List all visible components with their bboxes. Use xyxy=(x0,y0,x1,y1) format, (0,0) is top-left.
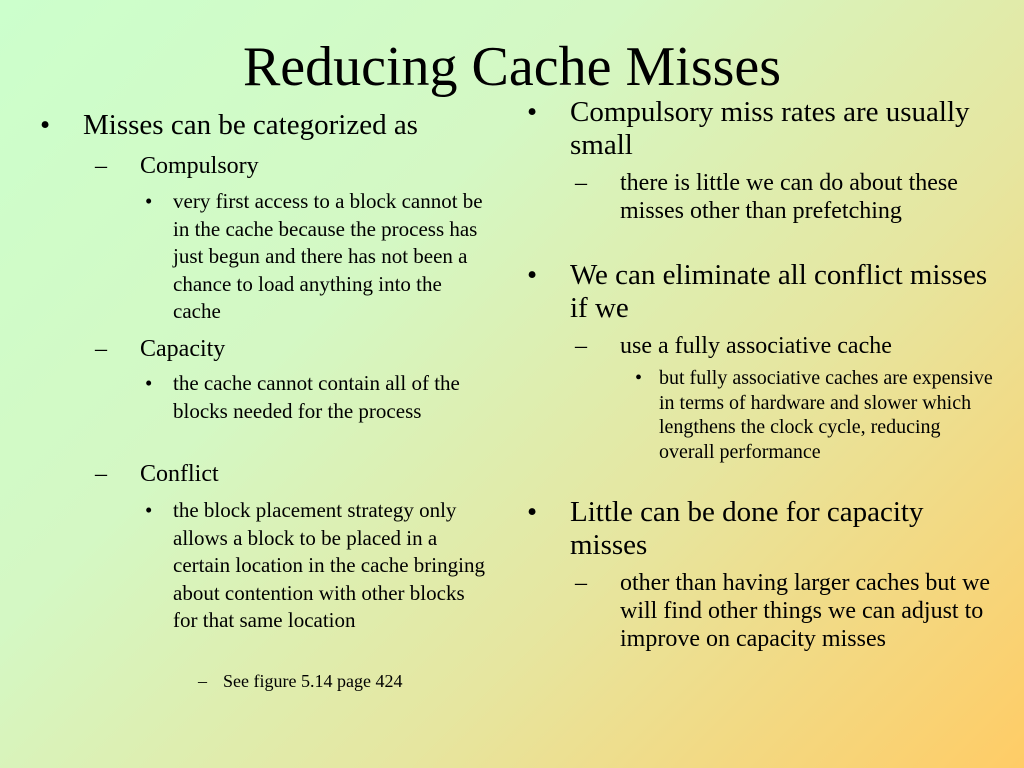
bullet-text: We can eliminate all conflict misses if we xyxy=(570,259,988,324)
bullet-text: Misses can be categorized as xyxy=(83,109,418,141)
bullet-marker: • xyxy=(527,96,538,128)
bullet-compulsory-rates xyxy=(527,96,997,162)
bullet-text: Little can be done for capacity misses xyxy=(570,496,924,561)
bullet-capacity-misses xyxy=(527,496,997,562)
bullet-text: Compulsory miss rates are usually small xyxy=(570,96,970,161)
bullet-marker: • xyxy=(145,189,153,213)
sub-bullet-text: there is little we can do about these misses other than prefetching xyxy=(620,170,958,224)
bullet-marker: • xyxy=(145,498,153,522)
detail-text: the cache cannot contain all of the blocks needed for the process xyxy=(173,371,460,423)
dash-marker: – xyxy=(575,570,587,596)
sub-bullet-text: Conflict xyxy=(140,461,219,487)
detail-fully-associative xyxy=(635,366,995,464)
dash-marker: – xyxy=(575,170,587,196)
see-figure-text: See figure 5.14 page 424 xyxy=(223,671,403,691)
bullet-marker: • xyxy=(635,367,643,389)
sub-bullet-conflict xyxy=(95,460,510,488)
dash-marker: – xyxy=(575,333,587,359)
sub-bullet-text: other than having larger caches but we will find other things we can adjust to improve on capacity misses xyxy=(620,570,991,652)
dash-marker: – xyxy=(95,153,107,179)
sub-bullet-capacity xyxy=(95,335,510,363)
slide-title: Reducing Cache Misses xyxy=(242,36,782,98)
dash-marker: – xyxy=(95,461,107,487)
sub-bullet-text: Compulsory xyxy=(140,153,259,179)
bullet-misses-categorized xyxy=(40,109,510,142)
sub-bullet-text: Capacity xyxy=(140,336,226,362)
detail-conflict xyxy=(145,497,490,635)
sub-bullet-text: use a fully associative cache xyxy=(620,333,892,359)
dash-marker: – xyxy=(198,671,207,691)
bullet-eliminate-conflict xyxy=(527,259,997,325)
bullet-marker: • xyxy=(527,496,538,528)
detail-compulsory xyxy=(145,188,490,326)
bullet-marker: • xyxy=(527,259,538,291)
sub-bullet-prefetching xyxy=(575,169,995,225)
detail-text: very first access to a block cannot be in the cache because the process has just begun and there has not been a chance to load anything into the cache xyxy=(173,189,483,323)
detail-text: but fully associative caches are expensive in terms of hardware and slower which lengthens the clock cycle, reducing overall performance xyxy=(659,367,993,463)
sub-bullet-larger-caches xyxy=(575,569,1005,653)
detail-text: the block placement strategy only allows a block to be placed in a certain location in the cache bringing about contention with other blocks for that same location xyxy=(173,498,485,632)
see-figure-note xyxy=(198,670,498,692)
bullet-marker: • xyxy=(145,371,153,395)
sub-bullet-compulsory xyxy=(95,152,510,180)
bullet-marker: • xyxy=(40,109,51,141)
sub-bullet-fully-associative xyxy=(575,332,995,360)
dash-marker: – xyxy=(95,336,107,362)
detail-capacity xyxy=(145,370,490,425)
